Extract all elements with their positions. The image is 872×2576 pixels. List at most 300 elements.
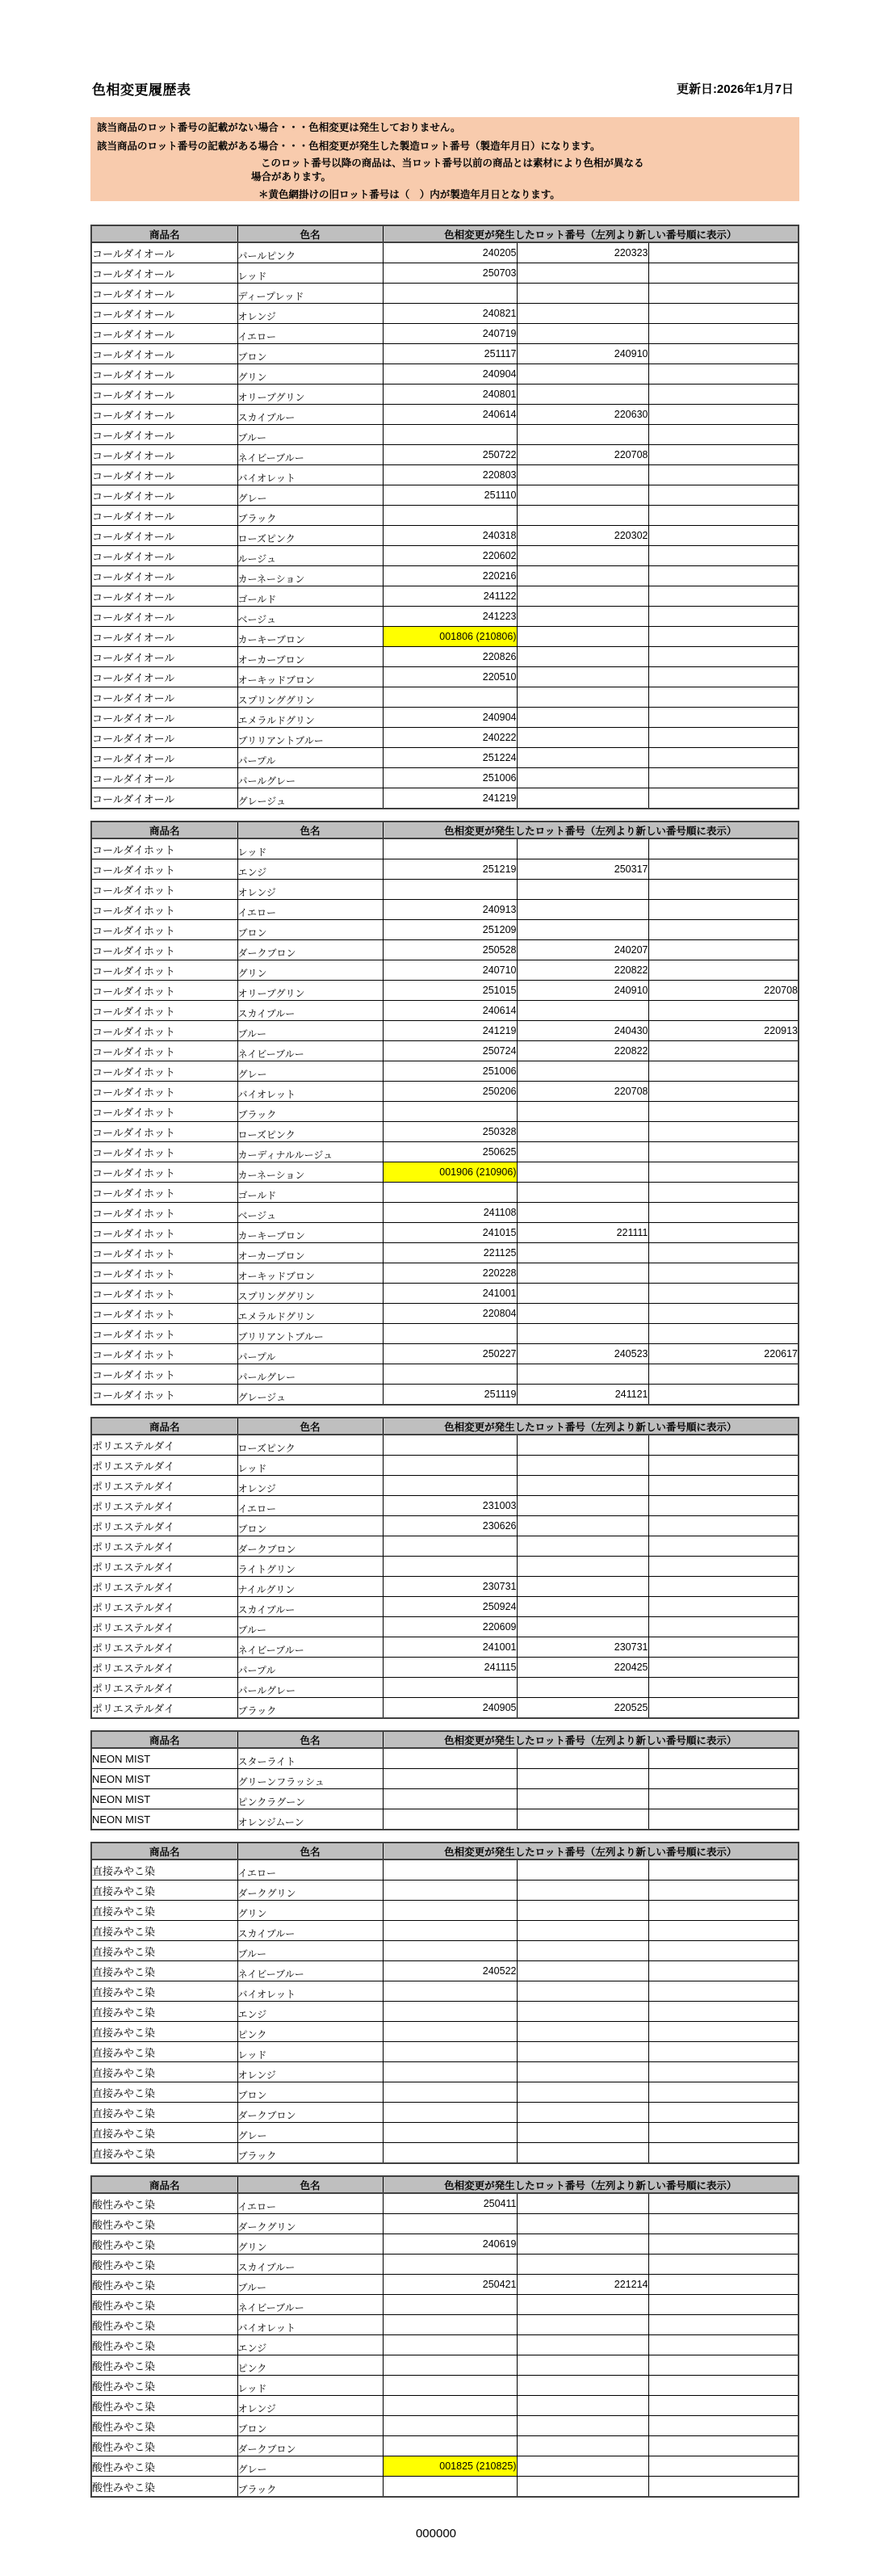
table-row	[91, 364, 799, 385]
table-row	[91, 2396, 799, 2416]
lot-number-cell	[383, 2315, 517, 2335]
lot-number-cell: 241122	[383, 586, 517, 607]
table-row	[91, 2275, 799, 2295]
lot-number-cell	[648, 1304, 799, 1324]
table-row	[91, 465, 799, 485]
lot-number-cell	[648, 1162, 799, 1183]
lot-number-cell	[517, 1769, 648, 1789]
lot-number-cell	[517, 1162, 648, 1183]
product-table	[90, 821, 799, 1406]
lot-number-cell: 251224	[383, 748, 517, 768]
product-name-cell: 直接みやこ染	[91, 2143, 237, 2164]
lot-number-cell	[517, 607, 648, 627]
lot-number-cell: 220510	[383, 667, 517, 687]
color-name-cell: ブラック	[237, 506, 383, 526]
lot-number-cell: 250528	[383, 940, 517, 960]
lot-number-cell	[517, 566, 648, 586]
lot-number-cell: 001806 (210806)	[383, 627, 517, 647]
lot-number-cell	[383, 1921, 517, 1941]
product-name-cell: コールダイホット	[91, 960, 237, 981]
lot-number-cell	[383, 1769, 517, 1789]
lot-number-cell	[648, 1496, 799, 1516]
lot-number-cell	[648, 2255, 799, 2275]
lot-number-cell: 231003	[383, 1496, 517, 1516]
lot-number-cell	[648, 1637, 799, 1658]
lot-number-cell	[648, 1456, 799, 1476]
product-name-cell: コールダイホット	[91, 1142, 237, 1162]
col-header-lots: 色相変更が発生したロット番号（左列より新しい番号順に表示）	[383, 1418, 799, 1435]
lot-number-cell	[517, 1435, 648, 1456]
table-row	[91, 2214, 799, 2234]
table-row	[91, 2103, 799, 2123]
color-name-cell: オーキッドブロン	[237, 667, 383, 687]
product-table	[90, 2175, 799, 2498]
table-row	[91, 1061, 799, 1082]
lot-number-cell	[648, 2275, 799, 2295]
table-row	[91, 385, 799, 405]
product-name-cell: 直接みやこ染	[91, 1941, 237, 1961]
lot-number-cell	[383, 2022, 517, 2042]
color-name-cell: ネイビーブルー	[237, 1637, 383, 1658]
lot-number-cell	[517, 1496, 648, 1516]
product-name-cell: コールダイオール	[91, 324, 237, 344]
color-name-cell: レッド	[237, 1456, 383, 1476]
color-name-cell: オーカーブロン	[237, 647, 383, 667]
product-name-cell: 酸性みやこ染	[91, 2234, 237, 2255]
lot-number-cell	[648, 1901, 799, 1921]
product-name-cell: 直接みやこ染	[91, 1981, 237, 2002]
lot-number-cell: 220602	[383, 546, 517, 566]
lot-number-cell: 251006	[383, 768, 517, 788]
lot-number-cell	[648, 748, 799, 768]
color-name-cell: ブロン	[237, 1516, 383, 1536]
table-row	[91, 304, 799, 324]
lot-number-cell	[383, 1748, 517, 1769]
color-name-cell: エンジ	[237, 2002, 383, 2022]
lot-number-cell	[648, 445, 799, 465]
product-name-cell: 酸性みやこ染	[91, 2436, 237, 2456]
color-name-cell: グリン	[237, 1901, 383, 1921]
table-row	[91, 2234, 799, 2255]
product-name-cell: 直接みやこ染	[91, 1881, 237, 1901]
lot-number-cell: 250206	[383, 1082, 517, 1102]
lot-number-cell	[383, 2123, 517, 2143]
product-name-cell: コールダイオール	[91, 385, 237, 405]
product-name-cell: 酸性みやこ染	[91, 2335, 237, 2355]
product-table	[90, 1417, 799, 1719]
lot-number-cell	[648, 1324, 799, 1344]
lot-number-cell: 240719	[383, 324, 517, 344]
lot-number-cell	[517, 1476, 648, 1496]
product-name-cell: 酸性みやこ染	[91, 2255, 237, 2275]
lot-number-cell	[383, 1809, 517, 1830]
table-row	[91, 2022, 799, 2042]
color-name-cell: ブルー	[237, 1617, 383, 1637]
lot-number-cell	[648, 2103, 799, 2123]
table-row	[91, 1496, 799, 1516]
lot-number-cell	[517, 2214, 648, 2234]
product-name-cell: コールダイオール	[91, 242, 237, 263]
lot-number-cell	[517, 1061, 648, 1082]
color-name-cell: ダークブロン	[237, 2436, 383, 2456]
lot-number-cell	[383, 2295, 517, 2315]
lot-number-cell: 251209	[383, 920, 517, 940]
lot-number-cell	[517, 1678, 648, 1698]
product-name-cell: ポリエステルダイ	[91, 1536, 237, 1557]
color-name-cell: エンジ	[237, 859, 383, 880]
col-header-lots: 色相変更が発生したロット番号（左列より新しい番号順に表示）	[383, 225, 799, 242]
product-name-cell: コールダイホット	[91, 838, 237, 859]
table-row	[91, 859, 799, 880]
lot-number-cell	[648, 263, 799, 284]
lot-number-cell: 240904	[383, 708, 517, 728]
lot-number-cell	[383, 2062, 517, 2082]
table-row	[91, 627, 799, 647]
lot-number-cell	[383, 838, 517, 859]
lot-number-cell: 220822	[517, 1041, 648, 1061]
product-name-cell: 直接みやこ染	[91, 2123, 237, 2143]
color-name-cell: グリン	[237, 960, 383, 981]
lot-number-cell	[648, 485, 799, 506]
lot-number-cell: 220708	[517, 445, 648, 465]
color-name-cell: オーカーブロン	[237, 1243, 383, 1263]
lot-number-cell	[648, 900, 799, 920]
lot-number-cell	[517, 284, 648, 304]
lot-number-cell	[648, 2082, 799, 2103]
table-row	[91, 2255, 799, 2275]
lot-number-cell	[648, 1881, 799, 1901]
lot-number-cell	[517, 506, 648, 526]
lot-number-cell: 250924	[383, 1597, 517, 1617]
color-name-cell: ローズピンク	[237, 1435, 383, 1456]
footer-code: 000000	[415, 2527, 457, 2540]
table-row	[91, 728, 799, 748]
table-row	[91, 1324, 799, 1344]
lot-number-cell	[383, 1981, 517, 2002]
table-row	[91, 1142, 799, 1162]
color-name-cell: パープル	[237, 1658, 383, 1678]
table-row	[91, 2355, 799, 2376]
color-name-cell: オレンジ	[237, 2396, 383, 2416]
lot-number-cell: 220216	[383, 566, 517, 586]
lot-number-cell	[517, 263, 648, 284]
table-row	[91, 748, 799, 768]
lot-number-cell	[648, 1516, 799, 1536]
lot-number-cell	[648, 2193, 799, 2214]
product-table	[90, 225, 799, 809]
lot-number-cell	[648, 1557, 799, 1577]
product-name-cell: コールダイオール	[91, 284, 237, 304]
lot-number-cell	[648, 2234, 799, 2255]
color-name-cell: グレー	[237, 485, 383, 506]
lot-number-cell	[517, 485, 648, 506]
lot-number-cell	[517, 788, 648, 809]
lot-number-cell	[383, 2214, 517, 2234]
lot-number-cell: 250317	[517, 859, 648, 880]
table-row	[91, 2002, 799, 2022]
table-row	[91, 768, 799, 788]
color-name-cell: レッド	[237, 2042, 383, 2062]
table-row	[91, 2416, 799, 2436]
lot-number-cell	[517, 1789, 648, 1809]
lot-number-cell	[648, 728, 799, 748]
table-row	[91, 566, 799, 586]
lot-number-cell: 001906 (210906)	[383, 1162, 517, 1183]
product-name-cell: コールダイホット	[91, 1263, 237, 1284]
lot-number-cell	[383, 1476, 517, 1496]
table-row	[91, 1082, 799, 1102]
table-row	[91, 1385, 799, 1406]
lot-number-cell	[648, 2295, 799, 2315]
product-name-cell: コールダイオール	[91, 465, 237, 485]
lot-number-cell	[517, 1183, 648, 1203]
lot-number-cell: 240207	[517, 940, 648, 960]
color-name-cell: カーキーブロン	[237, 627, 383, 647]
lot-number-cell: 240318	[383, 526, 517, 546]
lot-number-cell: 220609	[383, 1617, 517, 1637]
lot-number-cell: 251006	[383, 1061, 517, 1082]
color-name-cell: ブルー	[237, 425, 383, 445]
table-header-row	[91, 1843, 799, 1860]
color-name-cell: レッド	[237, 838, 383, 859]
table-header-row	[91, 1418, 799, 1435]
table-row	[91, 2143, 799, 2164]
lot-number-cell	[648, 1183, 799, 1203]
lot-number-cell	[517, 920, 648, 940]
color-name-cell: イエロー	[237, 900, 383, 920]
lot-number-cell	[648, 1284, 799, 1304]
lot-number-cell	[648, 2396, 799, 2416]
color-name-cell: ディープレッド	[237, 284, 383, 304]
col-header-product: 商品名	[91, 1843, 237, 1860]
lot-number-cell	[648, 960, 799, 981]
lot-number-cell: 251219	[383, 859, 517, 880]
color-name-cell: オーキッドブロン	[237, 1263, 383, 1284]
lot-number-cell: 241015	[383, 1223, 517, 1243]
table-row	[91, 940, 799, 960]
lot-number-cell: 220708	[648, 981, 799, 1001]
table-row	[91, 1860, 799, 1881]
lot-number-cell	[517, 1364, 648, 1385]
product-name-cell: コールダイオール	[91, 304, 237, 324]
lot-number-cell	[648, 1102, 799, 1122]
lot-number-cell: 220804	[383, 1304, 517, 1324]
color-name-cell: パールピンク	[237, 242, 383, 263]
lot-number-cell	[517, 2022, 648, 2042]
lot-number-cell	[383, 880, 517, 900]
table-row	[91, 687, 799, 708]
table-row	[91, 1901, 799, 1921]
product-name-cell: コールダイオール	[91, 627, 237, 647]
color-name-cell: グリン	[237, 2234, 383, 2255]
table-row	[91, 607, 799, 627]
lot-number-cell: 240222	[383, 728, 517, 748]
color-name-cell: ブラック	[237, 1102, 383, 1122]
lot-number-cell	[648, 2477, 799, 2498]
table-row	[91, 1678, 799, 1698]
lot-number-cell	[517, 728, 648, 748]
color-name-cell: イエロー	[237, 324, 383, 344]
table-row	[91, 2436, 799, 2456]
table-row	[91, 1041, 799, 1061]
color-name-cell: ベージュ	[237, 607, 383, 627]
lot-number-cell	[383, 506, 517, 526]
table-row	[91, 546, 799, 566]
table-header-row	[91, 2176, 799, 2193]
lot-number-cell	[383, 1901, 517, 1921]
lot-number-cell	[648, 2416, 799, 2436]
color-name-cell: ベージュ	[237, 1203, 383, 1223]
lot-number-cell: 241223	[383, 607, 517, 627]
table-row	[91, 1021, 799, 1041]
product-name-cell: コールダイオール	[91, 485, 237, 506]
lot-number-cell: 251117	[383, 344, 517, 364]
lot-number-cell	[517, 1901, 648, 1921]
table-row	[91, 1577, 799, 1597]
product-name-cell: コールダイオール	[91, 667, 237, 687]
lot-number-cell	[383, 425, 517, 445]
table-row	[91, 1223, 799, 1243]
product-name-cell: ポリエステルダイ	[91, 1496, 237, 1516]
product-name-cell: コールダイホット	[91, 940, 237, 960]
col-header-color: 色名	[237, 225, 383, 242]
product-name-cell: 酸性みやこ染	[91, 2477, 237, 2498]
lot-number-cell	[383, 1364, 517, 1385]
notice-line: このロット番号以降の商品は、当ロット番号以前の商品とは素材により色相が異なる	[261, 158, 644, 169]
table-row	[91, 586, 799, 607]
table-row	[91, 838, 799, 859]
notice-line: 該当商品のロット番号の記載がある場合・・・色相変更が発生した製造ロット番号（製造年月日）になります。	[97, 141, 601, 152]
lot-number-cell	[517, 2082, 648, 2103]
product-name-cell: ポリエステルダイ	[91, 1557, 237, 1577]
lot-number-cell	[648, 242, 799, 263]
lot-number-cell	[517, 2456, 648, 2477]
lot-number-cell	[648, 1435, 799, 1456]
lot-number-cell	[383, 2335, 517, 2355]
color-name-cell: エメラルドグリン	[237, 708, 383, 728]
lot-number-cell	[648, 385, 799, 405]
lot-number-cell	[517, 425, 648, 445]
lot-number-cell	[517, 385, 648, 405]
lot-number-cell	[517, 2295, 648, 2315]
color-name-cell: グレージュ	[237, 788, 383, 809]
product-name-cell: 酸性みやこ染	[91, 2355, 237, 2376]
lot-number-cell	[517, 2396, 648, 2416]
color-name-cell: ブロン	[237, 344, 383, 364]
lot-number-cell	[517, 1456, 648, 1476]
product-name-cell: コールダイオール	[91, 344, 237, 364]
update-date: 更新日:2026年1月7日	[676, 82, 794, 96]
lot-number-cell	[648, 1941, 799, 1961]
lot-number-cell: 240910	[517, 981, 648, 1001]
product-name-cell: 直接みやこ染	[91, 1961, 237, 1981]
notice-box	[90, 117, 799, 201]
lot-number-cell	[517, 586, 648, 607]
lot-number-cell	[648, 344, 799, 364]
lot-number-cell	[648, 364, 799, 385]
lot-number-cell	[517, 2436, 648, 2456]
product-name-cell: コールダイホット	[91, 900, 237, 920]
lot-number-cell	[648, 1061, 799, 1082]
lot-number-cell	[648, 627, 799, 647]
color-name-cell: バイオレット	[237, 2315, 383, 2335]
lot-number-cell: 250421	[383, 2275, 517, 2295]
lot-number-cell	[383, 2477, 517, 2498]
color-name-cell: パープル	[237, 748, 383, 768]
lot-number-cell	[648, 1860, 799, 1881]
lot-number-cell: 240205	[383, 242, 517, 263]
lot-number-cell	[648, 838, 799, 859]
lot-number-cell: 220323	[517, 242, 648, 263]
product-name-cell: コールダイホット	[91, 1223, 237, 1243]
lot-number-cell	[648, 1476, 799, 1496]
table-row	[91, 1435, 799, 1456]
table-row	[91, 263, 799, 284]
col-header-color: 色名	[237, 1843, 383, 1860]
lot-number-cell	[648, 506, 799, 526]
table-row	[91, 960, 799, 981]
product-name-cell: コールダイオール	[91, 364, 237, 385]
product-name-cell: コールダイオール	[91, 263, 237, 284]
col-header-color: 色名	[237, 1731, 383, 1748]
color-name-cell: ブリリアントブルー	[237, 1324, 383, 1344]
lot-number-cell: 220525	[517, 1698, 648, 1719]
lot-number-cell: 250722	[383, 445, 517, 465]
table-row	[91, 506, 799, 526]
table-row	[91, 1789, 799, 1809]
color-name-cell: グリーンフラッシュ	[237, 1769, 383, 1789]
lot-number-cell	[383, 2416, 517, 2436]
lot-number-cell	[517, 838, 648, 859]
color-name-cell: スカイブルー	[237, 1921, 383, 1941]
lot-number-cell	[383, 1456, 517, 1476]
color-name-cell: オレンジ	[237, 304, 383, 324]
lot-number-cell	[383, 2255, 517, 2275]
lot-number-cell: 221125	[383, 1243, 517, 1263]
color-name-cell: イエロー	[237, 1496, 383, 1516]
product-name-cell: コールダイホット	[91, 1122, 237, 1142]
product-name-cell: コールダイホット	[91, 1324, 237, 1344]
table-header-row	[91, 1731, 799, 1748]
table-row	[91, 1597, 799, 1617]
lot-number-cell	[383, 2082, 517, 2103]
lot-number-cell	[517, 364, 648, 385]
table-row	[91, 284, 799, 304]
table-row	[91, 920, 799, 940]
product-name-cell: 酸性みやこ染	[91, 2315, 237, 2335]
lot-number-cell	[648, 1536, 799, 1557]
product-name-cell: 酸性みやこ染	[91, 2416, 237, 2436]
lot-number-cell	[517, 546, 648, 566]
lot-number-cell: 240614	[383, 1001, 517, 1021]
lot-number-cell	[517, 1263, 648, 1284]
lot-number-cell	[517, 768, 648, 788]
lot-number-cell	[517, 2193, 648, 2214]
lot-number-cell	[648, 1698, 799, 1719]
color-name-cell: グリン	[237, 364, 383, 385]
lot-number-cell	[648, 586, 799, 607]
lot-number-cell	[648, 304, 799, 324]
lot-number-cell	[517, 304, 648, 324]
table-row	[91, 1162, 799, 1183]
table-row	[91, 1536, 799, 1557]
lot-number-cell: 230731	[517, 1637, 648, 1658]
color-name-cell: スプリンググリン	[237, 687, 383, 708]
lot-number-cell	[517, 1617, 648, 1637]
lot-number-cell	[648, 2214, 799, 2234]
product-name-cell: 直接みやこ染	[91, 2022, 237, 2042]
lot-number-cell	[648, 425, 799, 445]
